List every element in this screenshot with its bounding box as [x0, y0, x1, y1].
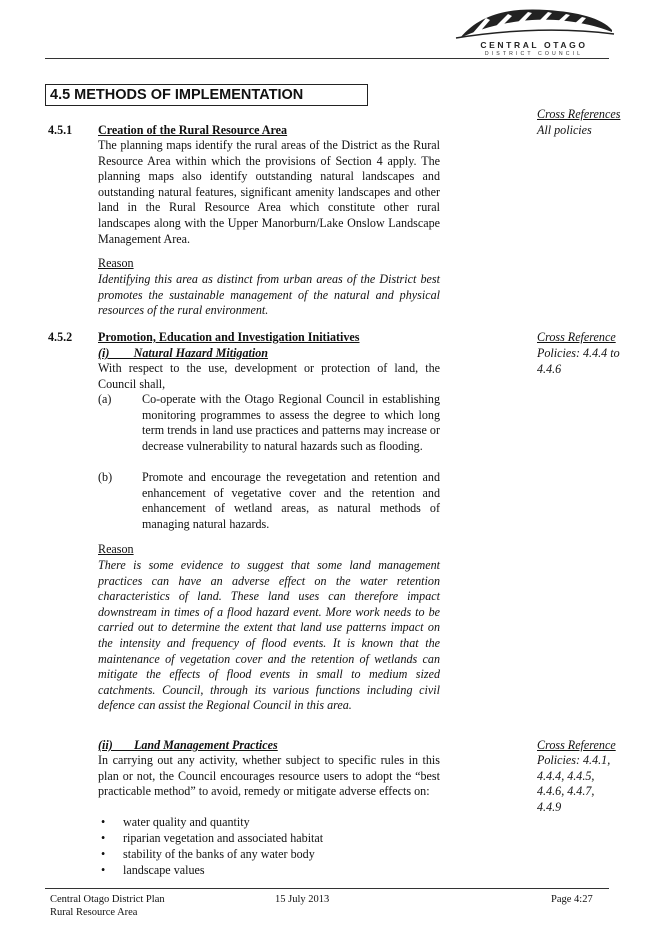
bullet-text: stability of the banks of any water body	[123, 847, 315, 861]
reason-label-4-5-2: Reason	[98, 542, 134, 556]
reason-text-4-5-1: Identifying this area as distinct from urban areas of the District best promotes the sustainable management of the natural and physical resources of the rural environment.	[98, 272, 440, 318]
logo-name: CENTRAL OTAGO	[480, 40, 588, 50]
header-rule	[45, 58, 609, 59]
bullet-icon: •	[101, 815, 106, 829]
cross-reference-title-4-5-1: Cross References	[537, 107, 621, 121]
list-text: Promote and encourage the revegetation and retention and enhancement of vegetative cover and the retention and enhancement of wetland areas, as natural methods of managing natural hazards.	[142, 470, 440, 531]
footer-date: 15 July 2013	[275, 894, 330, 905]
clause-heading-4-5-1: Creation of the Rural Resource Area	[98, 123, 288, 137]
cross-reference-body-land-management: Policies: 4.4.1, 4.4.4, 4.4.5, 4.4.6, 4.4.7, 4.4.9	[537, 753, 611, 814]
mountain-logo-icon	[452, 8, 617, 40]
clause-heading-4-5-2: Promotion, Education and Investigation Initiatives	[98, 330, 360, 344]
cross-reference-title-natural-hazard: Cross Reference	[537, 330, 616, 344]
logo-subtitle: DISTRICT COUNCIL	[484, 51, 584, 57]
list-item	[98, 392, 440, 454]
subheading-land-management: (ii) Land Management Practices	[98, 738, 278, 752]
list-marker: (a)	[98, 392, 112, 406]
bullet-text: water quality and quantity	[123, 815, 250, 829]
footer-rule	[45, 888, 609, 889]
reason-text-4-5-2: There is some evidence to suggest that some land management practices can have an adverse effect on the water retention characteristics of land. These land uses can therefore impact downstream in times of a flood hazard event. More work needs to be carried out to determine the extent that land use patterns impact on the intensity and frequency of flood events. It is known that the maintenance of vegetation cover and the retention of wetlands can mitigate the effects of flood events in small to medium sized catchments. Council, through its various functions including civil defence can assist the Regional Council in this area.	[98, 558, 440, 713]
bullet-text: landscape values	[123, 863, 205, 877]
bullet-icon: •	[101, 863, 106, 877]
council-logo	[452, 8, 617, 58]
footer-doc-title: Central Otago District Plan	[50, 894, 165, 905]
cross-reference-body-4-5-1: All policies	[537, 123, 592, 137]
land-management-body: In carrying out any activity, whether subject to specific rules in this plan or not, the Council encourages resource users to adopt the “best practicable method” to avoid, remedy or mitigate adverse effects on:	[98, 753, 440, 799]
subheading-natural-hazard: (i) Natural Hazard Mitigation	[98, 346, 269, 360]
clause-body-4-5-1: The planning maps identify the rural areas of the District as the Rural Resource Area within which the provisions of Section 4 apply. The planning maps also identify outstanding natural landscapes and outstanding natural features, significant amenity landscapes and other land in the Rural Resource Area which constitute other rural landscapes along with the Upper Manorburn/Lake Onslow Landscape Management Area.	[98, 138, 440, 246]
clause-number-4-5-2: 4.5.2	[48, 330, 73, 344]
section-title: 4.5 METHODS OF IMPLEMENTATION	[45, 84, 368, 106]
bullet-text: riparian vegetation and associated habitat	[123, 831, 324, 845]
bullet-icon: •	[101, 831, 106, 845]
list-text: Co-operate with the Otago Regional Council in establishing monitoring programmes to assess the degree to which long term trends in land use practices and patterns may increase or decrease vulnerability to natural hazards such as flooding.	[142, 392, 440, 453]
cross-reference-title-land-management: Cross Reference	[537, 738, 616, 752]
natural-hazard-intro: With respect to the use, development or protection of land, the Council shall,	[98, 361, 440, 391]
list-item	[98, 470, 440, 532]
cross-reference-body-natural-hazard: Policies: 4.4.4 to 4.4.6	[537, 346, 620, 376]
reason-label-4-5-1: Reason	[98, 256, 134, 270]
footer-doc-subtitle: Rural Resource Area	[50, 907, 138, 918]
list-marker: (b)	[98, 470, 113, 484]
clause-number-4-5-1: 4.5.1	[48, 123, 73, 137]
bullet-icon: •	[101, 847, 106, 861]
footer-page-number: Page 4:27	[551, 894, 593, 905]
